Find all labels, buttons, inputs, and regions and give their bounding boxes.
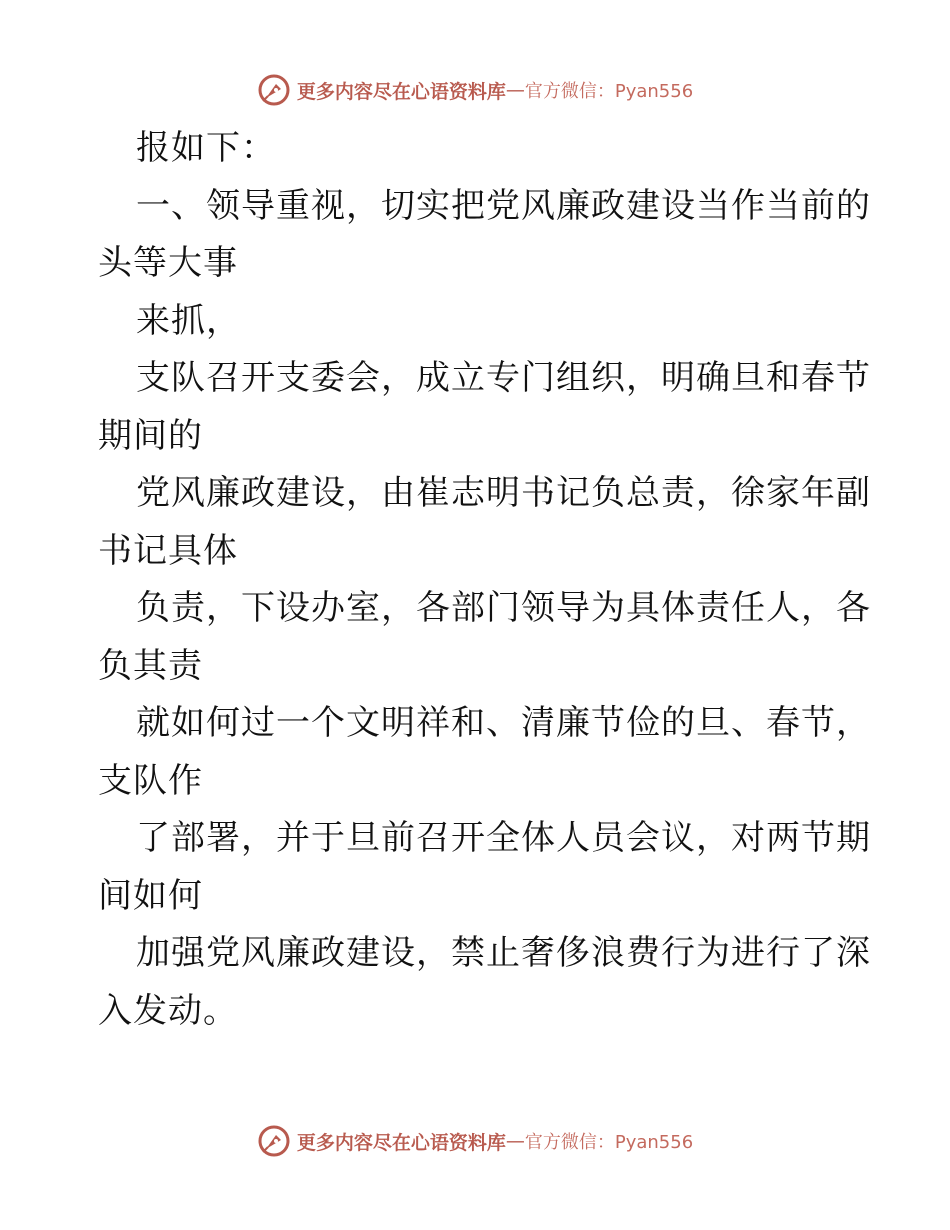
body-line: 加强党风廉政建设，禁止奢侈浪费行为进行了深 <box>136 933 871 973</box>
body-line: 报如下： <box>136 128 276 168</box>
body-line: 期间的 <box>98 415 203 456</box>
body-line: 书记具体 <box>98 530 238 571</box>
footer-dash: — <box>505 1130 525 1152</box>
footer-watermark-banner <box>0 1121 950 1161</box>
header-brand-text: 更多内容尽在心语资料库 <box>296 80 506 103</box>
body-line: 了部署，并于旦前召开全体人员会议，对两节期 <box>136 818 871 858</box>
footer-wechat-text: 官方微信：Pyan556 <box>524 1132 694 1153</box>
footer-brand-text: 更多内容尽在心语资料库 <box>296 1131 506 1154</box>
body-line: 支队作 <box>98 760 203 801</box>
body-line: 党风廉政建设，由崔志明书记负总责，徐家年副 <box>136 473 871 513</box>
body-line: 头等大事 <box>98 243 238 283</box>
pen-nib-logo-icon <box>257 1124 291 1158</box>
body-line: 负责，下设办室，各部门领导为具体责任人，各 <box>136 588 871 628</box>
body-line: 来抓， <box>136 300 241 341</box>
document-body <box>98 120 871 1040</box>
header-dash: — <box>505 79 525 101</box>
body-line: 就如何过一个文明祥和、清廉节俭的旦、春节， <box>136 703 871 743</box>
body-line: 入发动。 <box>98 990 238 1031</box>
section-heading-line: 一、领导重视，切实把党风廉政建设当作当前的 <box>136 185 871 226</box>
header-wechat-text: 官方微信：Pyan556 <box>524 81 694 102</box>
body-line: 间如何 <box>98 875 203 916</box>
header-watermark-banner <box>0 70 950 110</box>
pen-nib-logo-icon <box>257 73 291 107</box>
body-line: 支队召开支委会，成立专门组织，明确旦和春节 <box>136 358 871 398</box>
body-line: 负其责 <box>98 645 203 686</box>
